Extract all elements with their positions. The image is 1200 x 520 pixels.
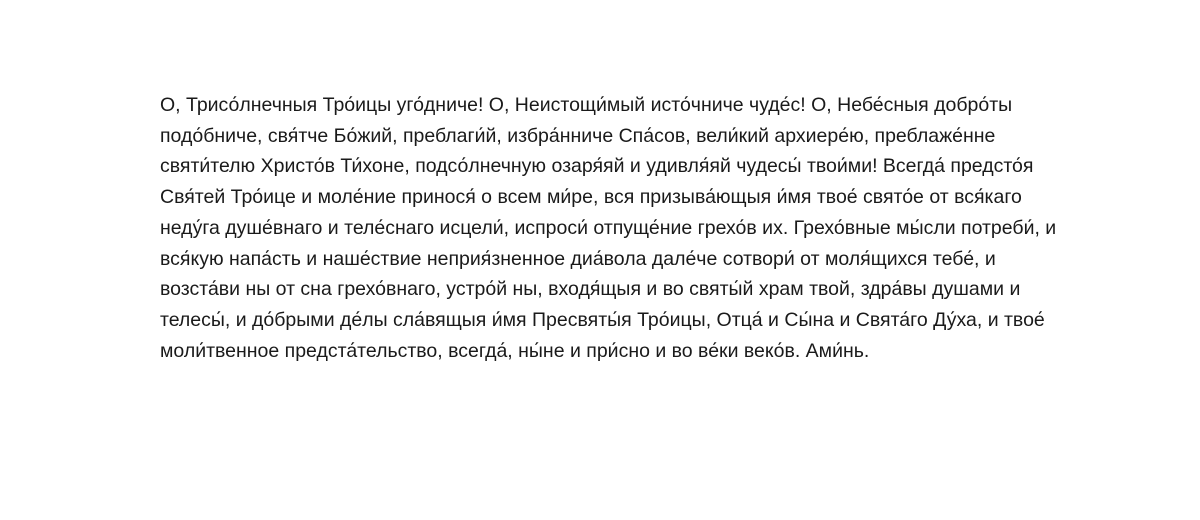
- text-line: телесы́, и до́брыми де́лы сла́вящыя и́мя Пресвяты́я Тро́ицы, Отца́ и Сы́на и Свята́го Ду́ха, и твое́: [160, 308, 1045, 331]
- text-line: вся́кую напа́сть и наше́ствие неприя́зненное диа́вола дале́че сотвори́ от моля́щихся тебе́, и: [160, 247, 996, 270]
- text-line: Свя́тей Тро́ице и моле́ние принося́ о всем ми́ре, вся призыва́ющыя и́мя твое́ свято́е от вся́каго: [160, 186, 1022, 209]
- text-line: подо́бниче, свя́тче Бо́жий, преблаги́й, избра́нниче Спа́сов, вели́кий архиере́ю, преблаже́нне: [160, 124, 996, 147]
- text-line: святи́телю Христо́в Ти́хоне, подсо́лнечную озаря́яй и удивля́яй чудесы́ твои́ми! Всегда́ предсто́я: [160, 155, 1034, 178]
- text-line: О, Трисо́лнечныя Тро́ицы уго́дниче! О, Неистощи́мый исто́чниче чуде́с! О, Небе́сныя добро́ты: [160, 94, 1013, 116]
- prayer-text: [160, 90, 1160, 366]
- text-line: моли́твенное предста́тельство, всегда́, ны́не и при́сно и во ве́ки веко́в. Ами́нь.: [160, 339, 870, 362]
- text-line: возста́ви ны от сна грехо́внаго, устро́й ны, входя́щыя и во святы́й храм твой, здра́вы душами и: [160, 278, 1021, 301]
- text-line: неду́га душе́внаго и теле́снаго исцели́, испроси́ отпуще́ние грехо́в их. Грехо́вные мы́сли потреби́, и: [160, 216, 1057, 239]
